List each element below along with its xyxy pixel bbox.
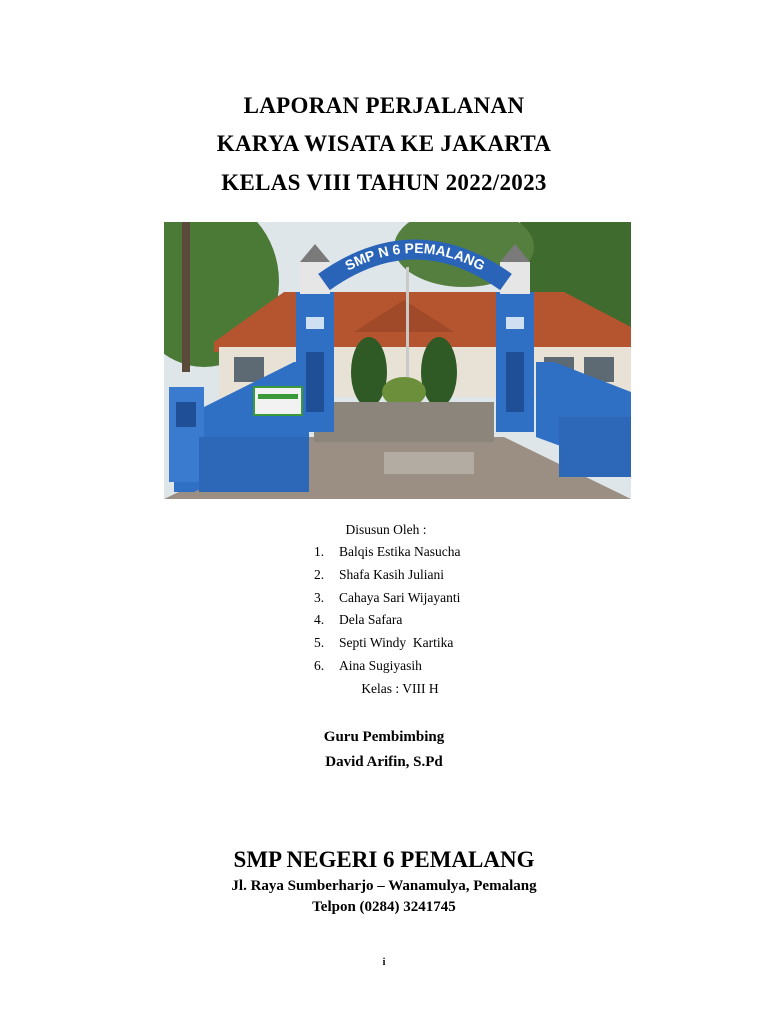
school-address: Jl. Raya Sumberharjo – Wanamulya, Pemalang xyxy=(231,878,537,894)
school-phone: Telpon (0284) 3241745 xyxy=(312,899,456,915)
list-item: 2. Shafa Kasih Juliani xyxy=(314,566,444,582)
author-list xyxy=(314,544,460,681)
advisor-label: Guru Pembimbing xyxy=(323,729,445,745)
authors-heading: Disusun Oleh : xyxy=(345,522,427,537)
list-item: 4. Dela Safara xyxy=(314,612,403,628)
list-item: 3. Cahaya Sari Wijayanti xyxy=(314,589,461,605)
page-number: i xyxy=(382,957,386,968)
gate-sign-text: SMP N 6 PEMALANG xyxy=(342,239,488,274)
list-item: 1. Balqis Estika Nasucha xyxy=(314,544,461,559)
title-line-1: LAPORAN PERJALANAN xyxy=(243,93,525,118)
advisor-name: David Arifin, S.Pd xyxy=(325,754,443,770)
class-label: Kelas : VIII H xyxy=(361,681,439,696)
title-line-3: KELAS VIII TAHUN 2022/2023 xyxy=(221,170,547,195)
school-gate-photo xyxy=(164,222,631,499)
list-item: 6. Aina Sugiyasih xyxy=(314,657,422,673)
title-line-2: KARYA WISATA KE JAKARTA xyxy=(216,131,552,156)
list-item: 5. Septi Windy Kartika xyxy=(314,635,454,651)
school-name: SMP NEGERI 6 PEMALANG xyxy=(233,847,535,872)
